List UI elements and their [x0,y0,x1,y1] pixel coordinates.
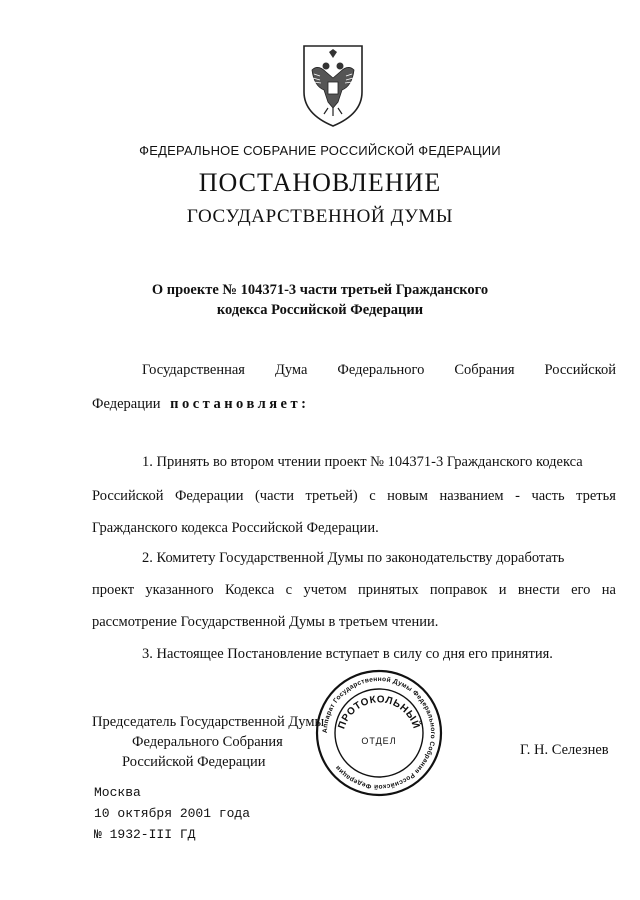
item-word: названием [439,488,504,504]
subject-line: О проекте № 104371-3 части третьей Гражданского [151,282,489,298]
preamble-line [92,394,309,414]
preamble-word: Федерального [337,362,425,378]
footer-number: № 1932-III ГД [94,827,196,842]
preamble-text: Федерации [92,396,161,412]
item-word: внести [517,582,560,598]
item-word: указанного [145,582,214,598]
item-1-line: 1. Принять во втором чтении проект № 104371-3 Гражданского кодекса [142,454,583,470]
item-1-line: Гражданского кодекса Российской Федерации. [92,520,379,536]
item-word: Федерации [174,488,244,504]
preamble-word: Российской [544,362,616,378]
footer-city: Москва [94,785,141,800]
item-word: новым [387,488,428,504]
svg-text:Аппарат Государственной Думы Ф [322,676,436,791]
subject-line: кодекса Российской Федерации [216,302,424,318]
item-word: его [571,582,591,598]
item-word: поправок [429,582,488,598]
item-word: с [369,488,376,504]
item-word: Российской [92,488,164,504]
item-word: на [601,582,616,598]
preamble-line [142,360,616,380]
signatory-position [92,712,324,772]
coat-of-arms-emblem [298,42,368,130]
item-word: часть [531,488,565,504]
item-word: с [285,582,293,598]
preamble-word: Дума [274,362,308,378]
preamble-resolves: постановляет: [170,396,310,412]
preamble-word: Государственная [142,362,245,378]
item-word: и [498,582,507,598]
item-2-line: 2. Комитету Государственной Думы по законодательству доработать [142,550,565,566]
stamp-top-text: ПРОТОКОЛЬНЫЙ [336,694,422,731]
position-line: Председатель Государственной Думы [92,714,325,730]
item-1-line [92,486,616,506]
item-word: третья [576,488,616,504]
item-word: - [515,488,520,504]
item-word: Кодекса [225,582,275,598]
item-3-line: 3. Настоящее Постановление вступает в силу со дня его принятия. [142,646,553,662]
document-subject [0,280,640,320]
stamp-ring-text: Аппарат Государственной Думы Федерального Собрания Российской Федерации [321,675,437,791]
official-stamp [314,668,444,798]
position-line: Российской Федерации [122,754,266,770]
item-word: проект [92,582,135,598]
position-line: Федерального Собрания [132,734,283,750]
item-word: принятых [358,582,419,598]
document-subtitle: ГОСУДАРСТВЕННОЙ ДУМЫ [186,206,454,227]
organization-heading: ФЕДЕРАЛЬНОЕ СОБРАНИЕ РОССИЙСКОЙ ФЕДЕРАЦИИ [139,143,501,158]
item-word: учетом [303,582,347,598]
item-2-line [92,580,616,600]
document-title: ПОСТАНОВЛЕНИЕ [198,168,442,197]
preamble-word: Собрания [454,362,515,378]
item-word: (части [254,488,295,504]
item-2-line: рассмотрение Государственной Думы в третьем чтении. [92,614,439,630]
footer-date: 10 октября 2001 года [94,806,251,821]
item-word: третьей) [305,488,358,504]
stamp-center-text: ОТДЕЛ [361,736,397,746]
signatory-name: Г. Н. Селезнев [520,742,609,758]
document-footer [94,782,250,845]
